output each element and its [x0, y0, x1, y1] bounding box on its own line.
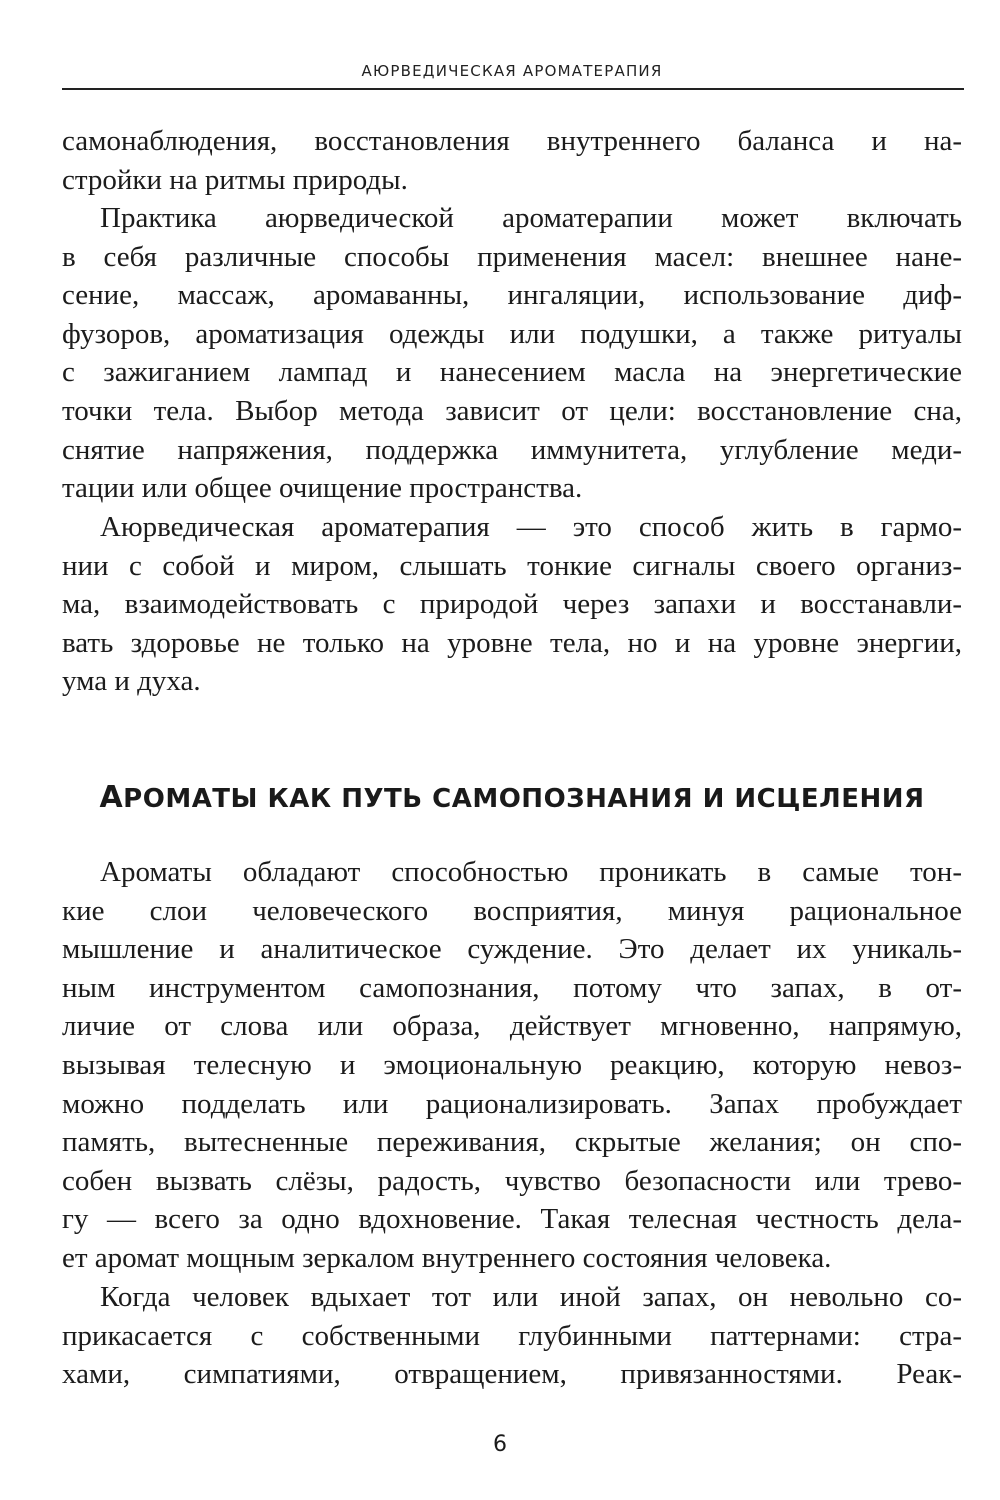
running-head: АЮРВЕДИЧЕСКАЯ АРОМАТЕРАПИЯ — [361, 62, 663, 80]
text-line: Аюрведическая ароматерапия — это способ жить в гармо- — [100, 511, 962, 543]
text-line: память, вытесненные переживания, скрытые желания; он спо- — [62, 1126, 962, 1159]
heading-initial: А — [99, 780, 124, 815]
text-line: с зажиганием лампад и нанесением масла на энергетические — [62, 356, 962, 389]
text-line: точки тела. Выбор метода зависит от цели: восстановление сна, — [62, 394, 962, 427]
text-line: фузоров, ароматизация одежды или подушки, а также ритуалы — [62, 317, 962, 350]
text-line: собен вызвать слёзы, радость, чувство безопасности или трево- — [62, 1164, 962, 1197]
text-line: вызывая телесную и эмоциональную реакцию, которую невоз- — [62, 1048, 962, 1081]
text-line: нии с собой и миром, слышать тонкие сигналы своего организ- — [62, 549, 962, 582]
text-line: личие от слова или образа, действует мгновенно, напрямую, — [62, 1010, 962, 1043]
text-line: Когда человек вдыхает тот или иной запах, он невольно со- — [100, 1281, 962, 1313]
text-line: вать здоровье не только на уровне тела, но и на уровне энергии, — [62, 626, 962, 659]
heading-rest: РОМАТЫ КАК ПУТЬ САМОПОЗНАНИЯ И ИСЦЕЛЕНИЯ — [123, 784, 925, 814]
text-line: прикасается с собственными глубинными паттернами: стра- — [62, 1319, 962, 1352]
header-rule — [62, 88, 964, 90]
text-line: можно подделать или рационализировать. Запах пробуждает — [62, 1087, 962, 1120]
paragraph-inhale — [62, 1278, 962, 1394]
text-line: ным инструментом самопознания, потому что запах, в от- — [62, 971, 962, 1004]
text-line: ума и духа. — [62, 665, 201, 698]
text-line: мышление и аналитическое суждение. Это делает их уникаль- — [62, 933, 962, 966]
paragraph-continuation — [62, 122, 962, 199]
text-line: снятие напряжения, поддержка иммунитета, углубление меди- — [62, 433, 962, 466]
text-line: тации или общее очищение пространства. — [62, 472, 583, 505]
text-line: Ароматы обладают способностью проникать в самые тон- — [100, 856, 962, 888]
paragraph-harmony — [62, 508, 962, 701]
text-line: в себя различные способы применения масел: внешнее нане- — [62, 240, 962, 273]
text-line: гу — всего за одно вдохновение. Такая телесная честность дела- — [62, 1203, 962, 1236]
text-line: ет аромат мощным зеркалом внутреннего состояния человека. — [62, 1241, 832, 1274]
text-line: сение, массаж, аромаванны, ингаляции, использование диф- — [62, 279, 962, 312]
text-line: хами, симпатиями, отвращением, привязанностями. Реак- — [62, 1358, 962, 1391]
text-line: ма, взаимодействовать с природой через запахи и восстанавли- — [62, 588, 962, 621]
text-line: самонаблюдения, восстановления внутреннего баланса и на- — [62, 125, 962, 157]
paragraph-practice — [62, 199, 962, 508]
page-number: 6 — [493, 1432, 507, 1457]
text-line: Практика аюрведической ароматерапии может включать — [100, 202, 962, 234]
section-heading — [62, 780, 962, 815]
text-line: кие слои человеческого восприятия, минуя рациональное — [62, 894, 962, 927]
paragraph-aromas — [62, 853, 962, 1278]
text-line: стройки на ритмы природы. — [62, 163, 408, 196]
